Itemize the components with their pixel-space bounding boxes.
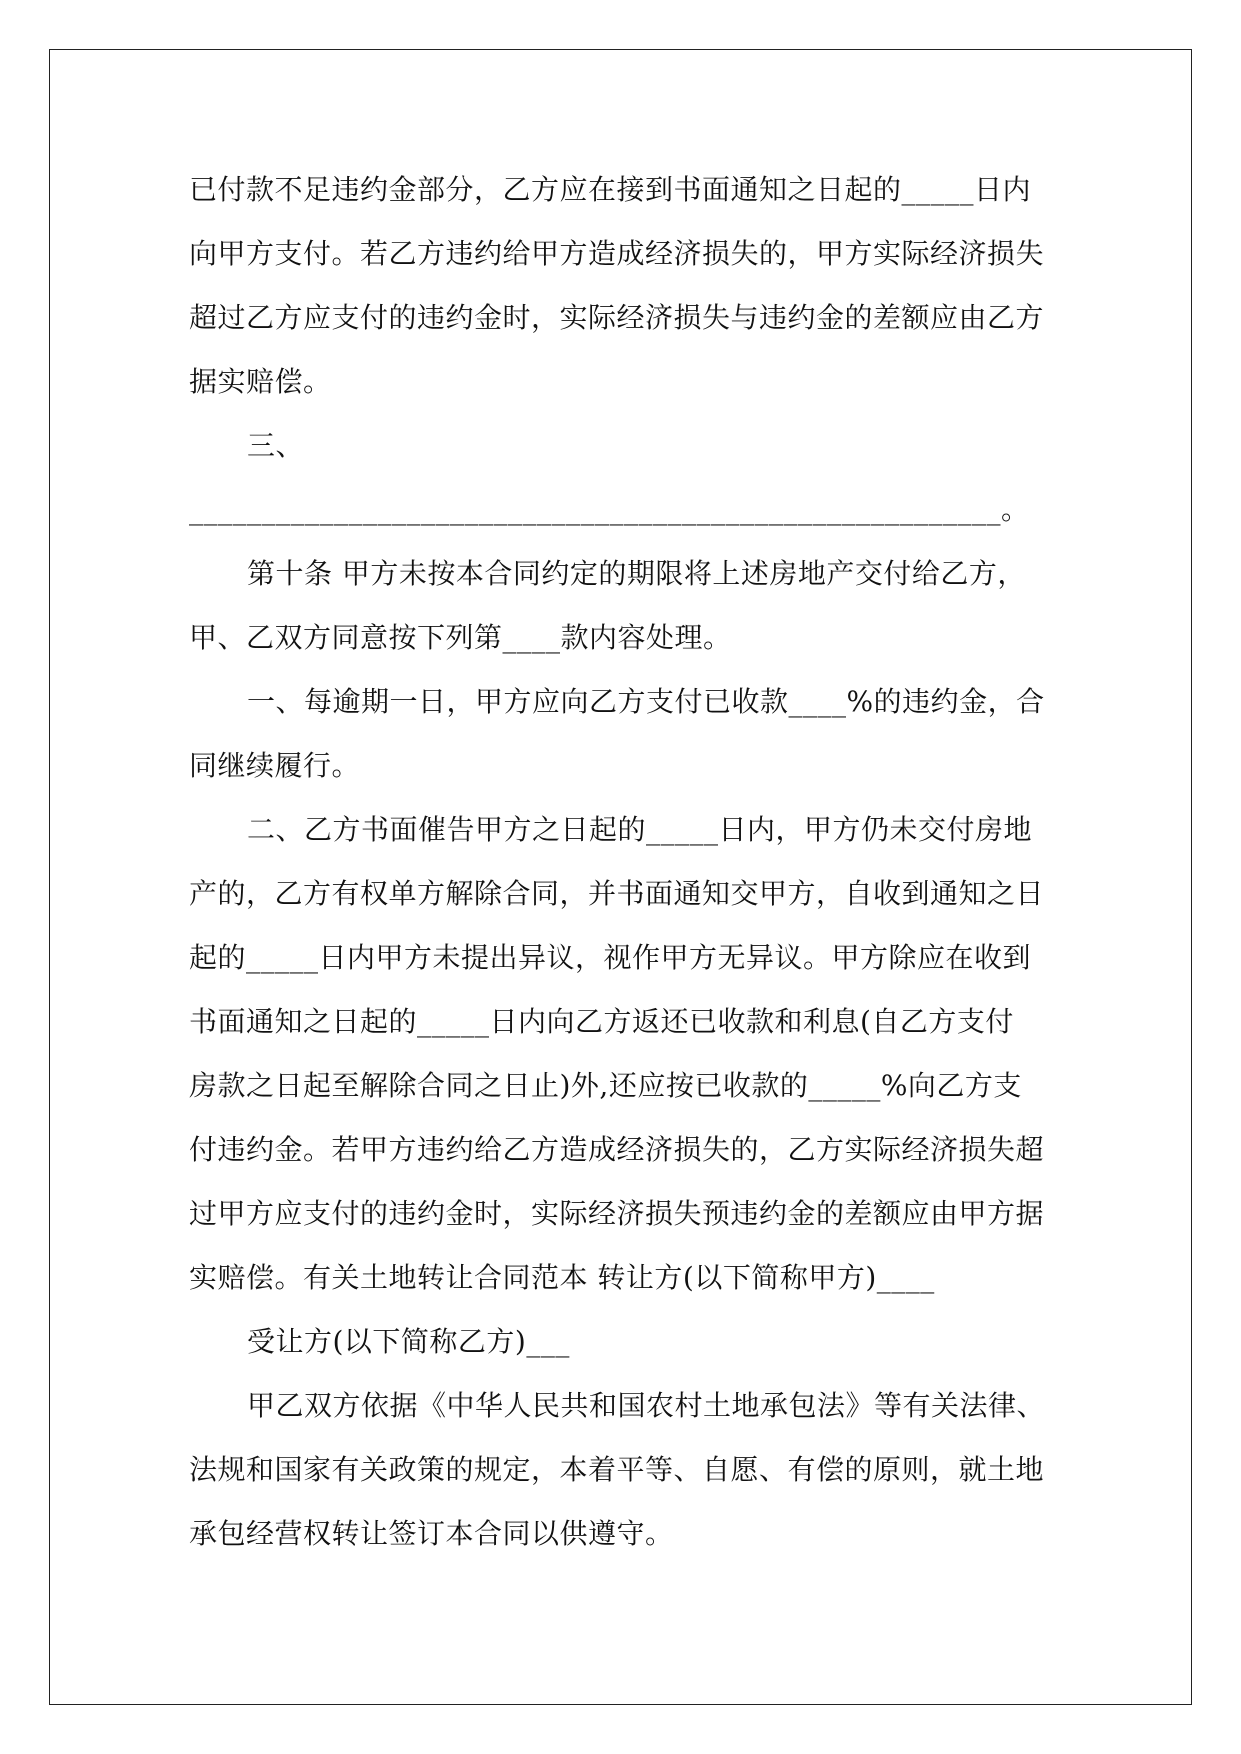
text-line: 据实赔偿。 — [189, 365, 332, 398]
text-line: 过甲方应支付的违约金时，实际经济损失预违约金的差额应由甲方据 — [189, 1197, 1045, 1230]
text-line: 已付款不足违约金部分，乙方应在接到书面通知之日起的_____日内 — [189, 173, 1032, 206]
text-line: 起的_____日内甲方未提出异议，视作甲方无异议。甲方除应在收到 — [189, 941, 1032, 974]
clause-two: 二、乙方书面催告甲方之日起的_____日内，甲方仍未交付房地 — [247, 813, 1033, 846]
text-line: 甲、乙双方同意按下列第____款内容处理。 — [189, 621, 732, 654]
text-line: 实赔偿。有关土地转让合同范本 转让方(以下简称甲方)____ — [189, 1261, 935, 1294]
text-line: 房款之日起至解除合同之日止)外,还应按已收款的_____%向乙方支 — [189, 1069, 1022, 1102]
article-ten-heading: 第十条 甲方未按本合同约定的期限将上述房地产交付给乙方， — [247, 557, 1026, 590]
text-line: 法规和国家有关政策的规定，本着平等、自愿、有偿的原则，就土地 — [189, 1453, 1045, 1486]
text-line: 产的，乙方有权单方解除合同，并书面通知交甲方，自收到通知之日 — [189, 877, 1045, 910]
document-body — [189, 158, 1069, 1566]
transferee-line: 受让方(以下简称乙方)___ — [247, 1325, 570, 1358]
text-line: 付违约金。若甲方违约给乙方造成经济损失的，乙方实际经济损失超 — [189, 1133, 1045, 1166]
text-line: 同继续履行。 — [189, 749, 361, 782]
text-line: 甲乙双方依据《中华人民共和国农村土地承包法》等有关法律、 — [247, 1389, 1046, 1422]
text-line: 超过乙方应支付的违约金时，实际经济损失与违约金的差额应由乙方 — [189, 301, 1045, 334]
blank-line: ________________________________________________________。 — [189, 493, 1030, 526]
text-line: 向甲方支付。若乙方违约给甲方造成经济损失的，甲方实际经济损失 — [189, 237, 1045, 270]
text-line: 书面通知之日起的_____日内向乙方返还已收款和利息(自乙方支付 — [189, 1005, 1014, 1038]
clause-one: 一、每逾期一日，甲方应向乙方支付已收款____%的违约金，合 — [247, 685, 1045, 718]
text-line: 三、 — [247, 429, 305, 462]
text-line: 承包经营权转让签订本合同以供遵守。 — [189, 1517, 674, 1550]
